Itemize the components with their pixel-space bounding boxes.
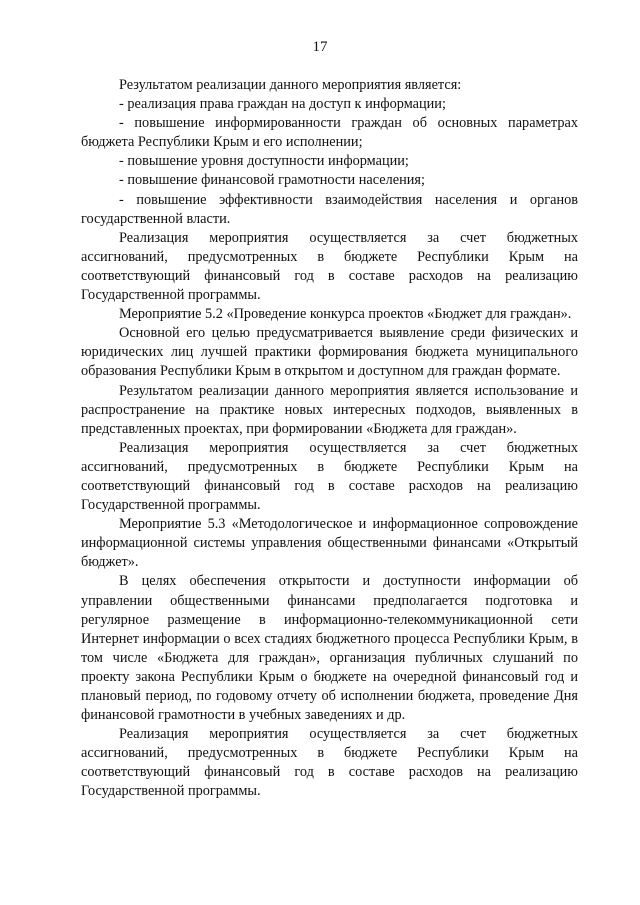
paragraph-main-goal: Основной его целью предусматривается выявление среди физических и юридических лиц лучшей практики формирования бюджета муниципального образования Республики Крым в открытом и доступном для граждан формате. — [81, 325, 578, 380]
paragraph-funding-3: Реализация мероприятия осуществляется за счет бюджетных ассигнований, предусмотренных в бюджете Республики Крым на соответствующий финансовый год в составе расходов на реализацию Государственной программы. — [81, 726, 578, 800]
paragraph-measure-5-2: Мероприятие 5.2 «Проведение конкурса проектов «Бюджет для граждан». — [119, 306, 572, 323]
document-body — [81, 76, 578, 802]
page-number: 17 — [312, 39, 328, 55]
list-item-budget-awareness: - повышение информированности граждан об основных параметрах бюджета Республики Крым и его исполнении; — [81, 115, 578, 151]
list-item-interaction-efficiency: - повышение эффективности взаимодействия населения и органов государственной власти. — [81, 191, 578, 227]
paragraph-funding-2: Реализация мероприятия осуществляется за счет бюджетных ассигнований, предусмотренных в бюджете Республики Крым на соответствующий финансовый год в составе расходов на реализацию Государственной программы. — [81, 439, 578, 514]
paragraph-result-5-2: Результатом реализации данного мероприятия является использование и распространение на практике новых интересных подходов, выявленных в представленных проектах, при формировании «Бюджета для граждан». — [81, 382, 578, 437]
paragraph-result-intro: Результатом реализации данного мероприятия является: — [119, 77, 462, 93]
paragraph-openness: В целях обеспечения открытости и доступности информации об управлении общественными финансами предполагается подготовка и регулярное размещение в информационно-телекоммуникационной сети Интернет информации о всех стадиях бюджетного процесса Республики Крым, в том числе «Бюджета для граждан», организация публичных слушаний по проекту закона Республики Крым о бюджете на очередной финансовый год и плановый период, по годовому отчету об исполнении бюджета, проведение Дня финансовой грамотности в учебных заведениях и др. — [81, 573, 578, 724]
list-item-right-to-information: - реализация права граждан на доступ к информации; — [119, 96, 446, 113]
paragraph-measure-5-3: Мероприятие 5.3 «Методологическое и информационное сопровождение информационной системы управления общественными финансами «Открытый бюджет». — [81, 516, 578, 571]
list-item-financial-literacy: - повышение финансовой грамотности населения; — [119, 172, 425, 189]
paragraph-funding-1: Реализация мероприятия осуществляется за счет бюджетных ассигнований, предусмотренных в бюджете Республики Крым на соответствующий финансовый год в составе расходов на реализацию Государственной программы. — [81, 229, 578, 304]
list-item-information-accessibility: - повышение уровня доступности информации; — [119, 153, 409, 170]
